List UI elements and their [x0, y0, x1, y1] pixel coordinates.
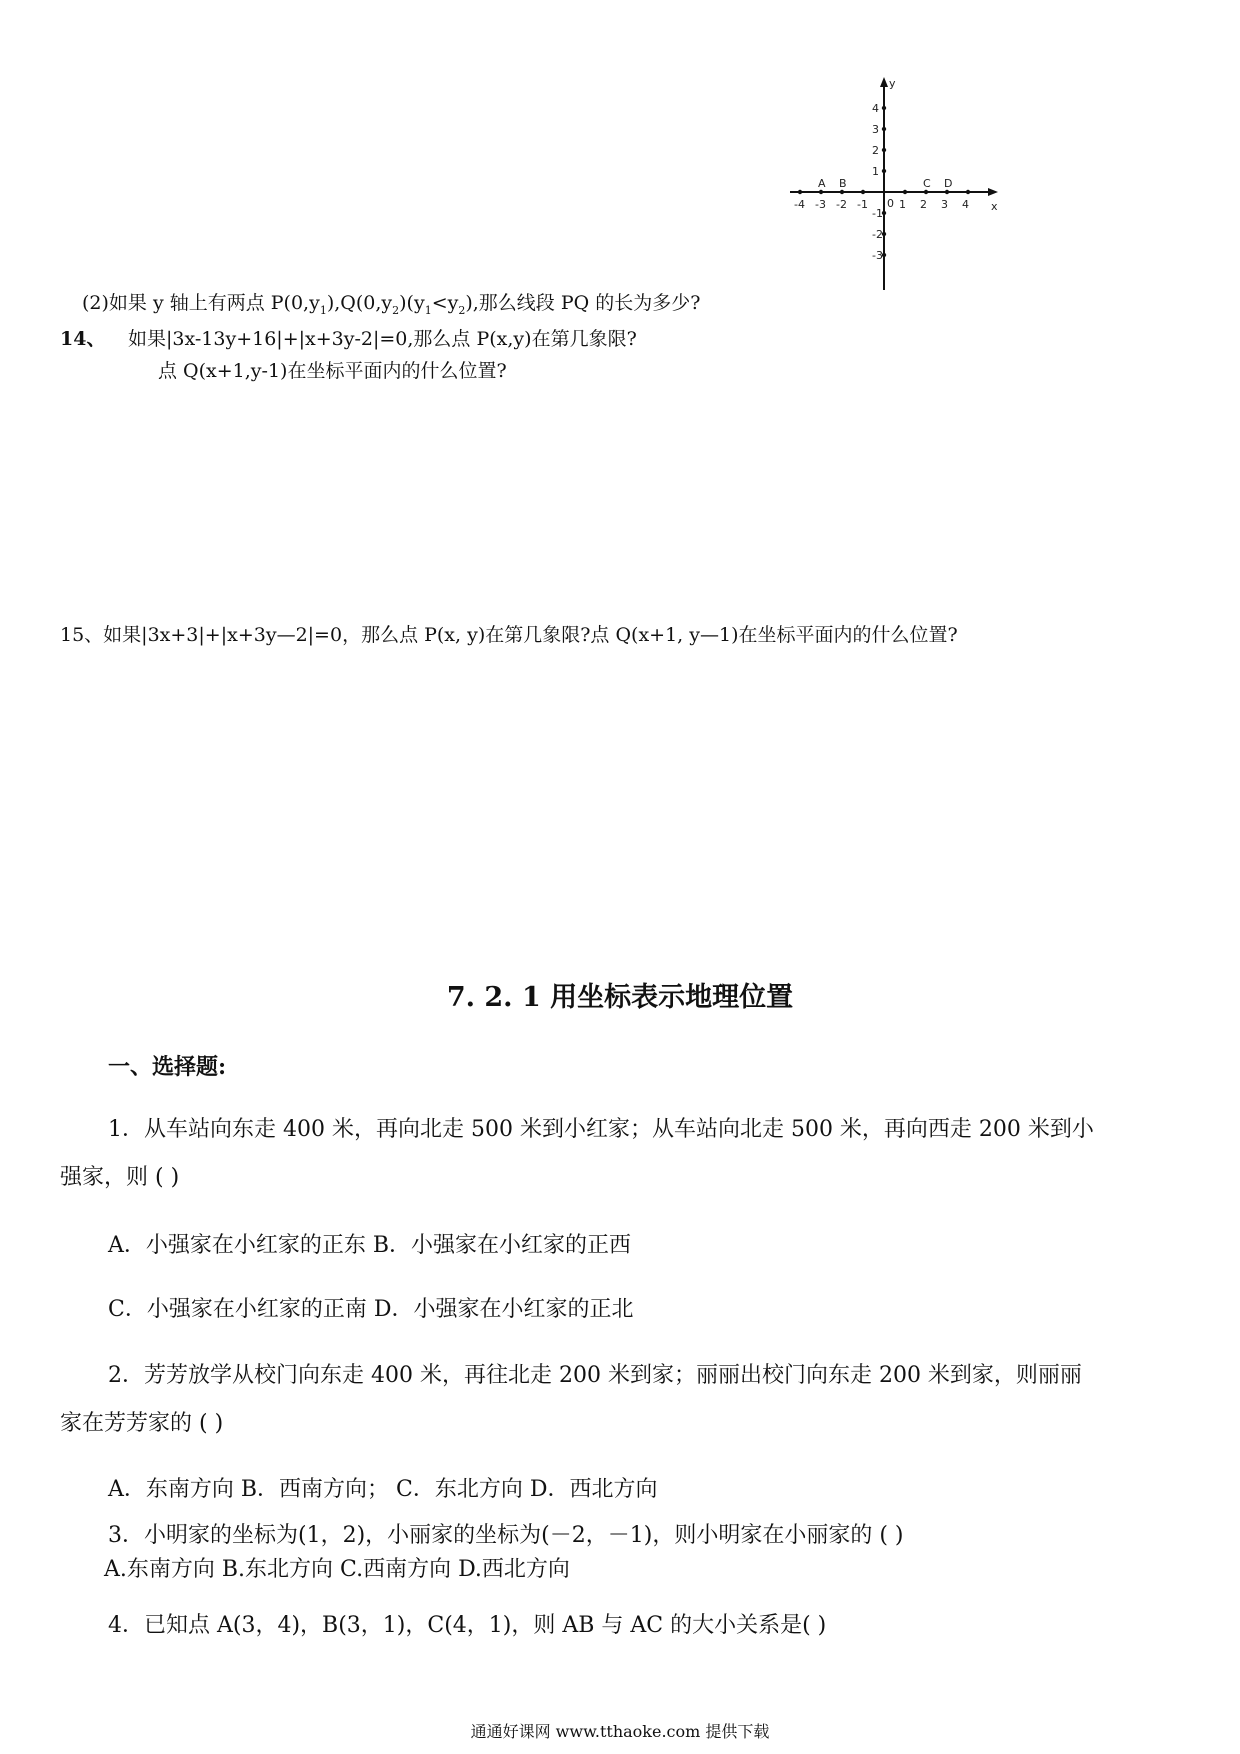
- q13-sub: 1: [424, 303, 432, 317]
- x-tick-label: 2: [920, 198, 927, 211]
- y-tick-dot: [882, 127, 886, 131]
- q13-text-b: ),Q(0,y: [326, 292, 393, 314]
- x-tick-dot: [798, 190, 802, 194]
- q13-text-e: ),那么线段 PQ 的长为多少?: [465, 292, 701, 314]
- y-tick-label: -1: [872, 207, 883, 220]
- question-15: 15、如果|3x+3|+|x+3y—2|=0，那么点 P(x, y)在第几象限?点 Q(x+1, y—1)在坐标平面内的什么位置?: [60, 624, 958, 646]
- question-2-options: A．东南方向 B．西南方向； C．东北方向 D．西北方向: [108, 1477, 658, 1502]
- point-label-d: D: [944, 177, 953, 190]
- y-tick-label: 1: [872, 165, 879, 178]
- x-axis-label: x: [991, 200, 998, 213]
- origin-label: 0: [887, 197, 894, 210]
- section-title: 7. 2. 1 用坐标表示地理位置: [446, 982, 794, 1013]
- y-tick-label: -3: [872, 249, 883, 262]
- y-tick-label: -2: [872, 228, 883, 241]
- question-4-line-1: 4．已知点 A(3，4)，B(3，1)，C(4，1)，则 AB 与 AC 的大小关系是( ): [108, 1613, 827, 1638]
- q13-sub: 2: [392, 303, 400, 317]
- page-footer: 通通好课网 www.tthaoke.com 提供下载: [470, 1722, 770, 1741]
- question-1-line-2: 强家，则 ( ): [60, 1165, 180, 1190]
- question-1-line-1: 1．从车站向东走 400 米，再向北走 500 米到小红家；从车站向北走 500 米，再向西走 200 米到小: [108, 1117, 1094, 1142]
- question-1-options-ab: A．小强家在小红家的正东 B．小强家在小红家的正西: [108, 1233, 632, 1258]
- question-1-options-cd: C．小强家在小红家的正南 D．小强家在小红家的正北: [108, 1297, 634, 1322]
- x-tick-dot: [840, 190, 844, 194]
- question-2-line-2: 家在芳芳家的 ( ): [60, 1411, 224, 1436]
- point-label-b: B: [839, 177, 847, 190]
- x-tick-dot: [903, 190, 907, 194]
- coordinate-graph: [780, 75, 1005, 295]
- question-3-line-1: 3．小明家的坐标为(1，2)，小丽家的坐标为(－2，－1)，则小明家在小丽家的 ( ): [108, 1523, 904, 1548]
- q13-text-d: <y: [431, 292, 459, 314]
- x-tick-label: 3: [941, 198, 948, 211]
- x-tick-dot: [861, 190, 865, 194]
- y-tick-label: 4: [872, 102, 879, 115]
- x-tick-label: -2: [836, 198, 847, 211]
- question-14-number: 14、: [60, 328, 106, 350]
- y-tick-label: 3: [872, 123, 879, 136]
- x-tick-label: -4: [794, 198, 805, 211]
- x-tick-dot: [945, 190, 949, 194]
- x-tick-dot: [966, 190, 970, 194]
- point-label-c: C: [923, 177, 931, 190]
- question-13-part-2: [82, 288, 700, 317]
- y-axis-label: y: [889, 77, 896, 90]
- x-tick-label: 1: [899, 198, 906, 211]
- question-2-line-1: 2．芳芳放学从校门向东走 400 米，再往北走 200 米到家；丽丽出校门向东走 200 米到家，则丽丽: [108, 1363, 1082, 1388]
- q13-sub: 2: [458, 303, 466, 317]
- y-tick-dot: [882, 169, 886, 173]
- question-14-line-1: 如果|3x-13y+16|+|x+3y-2|=0,那么点 P(x,y)在第几象限?: [128, 328, 637, 350]
- y-axis-arrow: [880, 77, 888, 87]
- x-tick-label: -3: [815, 198, 826, 211]
- question-3-options: A.东南方向 B.东北方向 C.西南方向 D.西北方向: [104, 1557, 570, 1582]
- x-tick-dot: [924, 190, 928, 194]
- question-14-line-2: 点 Q(x+1,y-1)在坐标平面内的什么位置?: [158, 360, 507, 382]
- y-tick-dot: [882, 148, 886, 152]
- x-axis-arrow: [988, 188, 998, 196]
- q13-text-c: )(y: [399, 292, 425, 314]
- point-label-a: A: [818, 177, 826, 190]
- q13-sub: 1: [319, 303, 327, 317]
- y-tick-label: 2: [872, 144, 879, 157]
- points: [818, 177, 952, 190]
- part-heading: 一、选择题:: [108, 1054, 227, 1080]
- x-tick-label: -1: [857, 198, 868, 211]
- x-tick-dot: [819, 190, 823, 194]
- x-tick-label: 4: [962, 198, 969, 211]
- y-tick-dot: [882, 106, 886, 110]
- q13-text-a: (2)如果 y 轴上有两点 P(0,y: [82, 292, 320, 314]
